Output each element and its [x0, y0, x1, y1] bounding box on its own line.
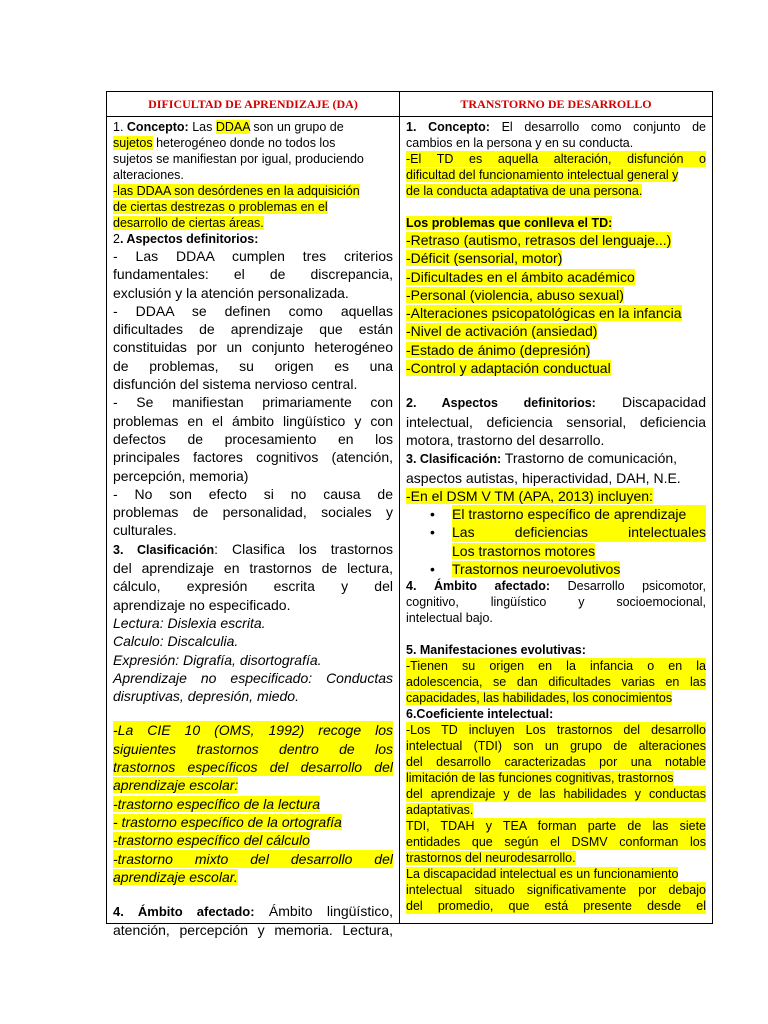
comparison-table — [106, 91, 713, 939]
left-aspects-line: - DDAA se definen como aquellas — [113, 302, 393, 319]
left-cie-line: trastornos específicos del desarrollo del — [113, 759, 393, 776]
right-concept-highlight: dificultad del funcionamiento intelectual general y — [406, 168, 679, 182]
left-cie-line: -trastorno específico del cálculo — [113, 832, 310, 849]
right-concept-highlight: de la conducta adaptativa de una persona. — [406, 184, 643, 198]
left-concept-highlight-1: -las DDAA son desórdenes en la adquisición — [113, 184, 360, 198]
right-dsm-item: Los trastornos motores — [452, 542, 596, 559]
left-classification-line: del aprendizaje en trastornos de lectura, — [113, 560, 393, 577]
left-cie-line: -La CIE 10 (OMS, 1992) recoge los — [113, 722, 393, 739]
spacer — [406, 199, 706, 215]
right-manifestations-line: adolescencia, se dan dificultades varias en las — [406, 675, 706, 690]
left-classification-line: aprendizaje no especificado. — [113, 596, 291, 613]
left-ambito-heading: 4. Ámbito afectado: Ámbito lingüístico, — [113, 903, 393, 920]
right-dsm-item: • Las deficiencias intelectuales — [430, 524, 706, 541]
left-concept-line-3: sujetos se manifiestan por igual, produciendo — [113, 152, 364, 166]
right-aspects-heading: 2. Aspectos definitorios: Discapacidad — [406, 394, 706, 411]
left-aspects-line: culturales. — [113, 522, 177, 539]
left-concept-line-2: sujetos heterogéneo donde no todos los — [113, 136, 336, 150]
right-coefficient-line: trastornos del neurodesarrollo. — [406, 851, 576, 866]
right-coefficient-line: La discapacidad intelectual es un funcionamiento — [406, 867, 679, 882]
bullet-icon: • — [430, 524, 435, 541]
right-coefficient-line: TDI, TDAH y TEA forman parte de las siete — [406, 819, 706, 834]
left-aspects-heading: 2. Aspectos definitorios: — [113, 232, 259, 246]
left-cie-line: -trastorno mixto del desarrollo del — [113, 850, 393, 867]
bullet-icon: • — [430, 506, 435, 523]
left-cie-line: -trastorno específico de la lectura — [113, 795, 320, 812]
right-ambito-heading: 4. Ámbito afectado: Desarrollo psicomotor, — [406, 579, 706, 594]
left-cie-line: siguientes trastornos dentro de los — [113, 740, 393, 757]
left-aspects-line: disfunción del sistema nervioso central. — [113, 376, 358, 393]
left-concept-line-4: alteraciones. — [113, 168, 184, 182]
spacer — [113, 886, 393, 902]
right-aspects-line: intelectual, deficiencia sensorial, deficiencia — [406, 413, 706, 430]
right-concept-highlight: -El TD es aquella alteración, disfunción o — [406, 152, 706, 166]
right-coefficient-line: del desarrollo caracterizadas por una notable — [406, 755, 706, 770]
left-concept-highlight-3: desarrollo de ciertas áreas. — [113, 216, 264, 230]
right-problem-item: -Nivel de activación (ansiedad) — [406, 323, 598, 340]
right-dsm-item: • Trastornos neuroevolutivos — [430, 561, 621, 578]
right-dsm-item: • El trastorno específico de aprendizaje — [406, 505, 706, 523]
left-column — [113, 117, 393, 939]
header-dificultad-aprendizaje: DIFICULTAD DE APRENDIZAJE (DA) — [148, 96, 358, 111]
right-problem-item: -Control y adaptación conductual — [406, 360, 611, 377]
right-manifestations-title: 5. Manifestaciones evolutivas: — [406, 643, 586, 658]
left-classification-italic: Aprendizaje no especificado: Conductas — [113, 669, 393, 686]
column-divider — [399, 92, 400, 923]
right-ambito-line: cognitivo, lingüístico y socioemocional, — [406, 595, 706, 610]
left-cie-line: aprendizaje escolar: — [113, 777, 239, 794]
right-problem-item: -Déficit (sensorial, motor) — [406, 250, 563, 267]
left-classification-italic: disruptivas, depresión, miedo. — [113, 688, 299, 705]
left-concept-highlight-2: de ciertas destrezas o problemas en el — [113, 200, 328, 214]
right-coefficient-title: 6.Coeficiente intelectual: — [406, 707, 554, 722]
right-coefficient-line: intelectual (TDI) son un grupo de alteraciones — [406, 739, 706, 754]
right-problem-item: -Estado de ánimo (depresión) — [406, 341, 591, 358]
header-trastorno-desarrollo: TRANSTORNO DE DESARROLLO — [460, 96, 652, 111]
right-manifestations-line: -Tienen su origen en la infancia o en la — [406, 659, 706, 674]
left-classification-heading: 3. Clasificación: Clasifica los trastornos — [113, 540, 393, 557]
right-problem-item: -Personal (violencia, abuso sexual) — [406, 286, 624, 303]
spacer — [113, 705, 393, 721]
left-aspects-line: constituidas por un conjunto heterogéneo — [113, 339, 393, 356]
right-problem-item: -Alteraciones psicopatológicas en la infancia — [406, 305, 682, 322]
spacer — [406, 377, 706, 393]
right-classification-line: aspectos autistas, hiperactividad, DAH, N.E. — [406, 469, 681, 486]
right-coefficient-line: adaptativas. — [406, 803, 474, 818]
right-concept-heading: 1. Concepto: El desarrollo como conjunto de — [406, 120, 706, 134]
left-aspects-line: dificultades de aprendizaje que están — [113, 321, 393, 338]
left-cie-line: aprendizaje escolar. — [113, 868, 238, 885]
right-coefficient-line: limitación de las funciones cognitivas, trastornos — [406, 771, 674, 786]
left-aspects-line: - Las DDAA cumplen tres criterios — [113, 248, 393, 264]
left-cie-line: - trastorno específico de la ortografía — [113, 813, 342, 830]
left-classification-italic: Calculo: Discalculia. — [113, 633, 239, 650]
left-ambito-line: atención, percepción y memoria. Lectura, — [113, 922, 393, 939]
right-manifestations-line: capacidades, las habilidades, los conocimientos — [406, 691, 673, 706]
right-problems-title: Los problemas que conlleva el TD: — [406, 216, 613, 230]
right-dsm-line: -En el DSM V TM (APA, 2013) incluyen: — [406, 487, 653, 504]
left-aspects-line: fundamentales: el de discrepancia, — [113, 266, 393, 283]
left-classification-line: cálculo, expresión escrita y del — [113, 578, 393, 595]
left-concept-line-1: 1. Concepto: Las DDAA son un grupo de — [113, 120, 344, 134]
right-coefficient-line: del promedio, que está presente desde el — [406, 899, 706, 914]
left-aspects-line: defectos de procesamiento en los — [113, 430, 393, 447]
left-aspects-line: percepción, memoria) — [113, 467, 249, 484]
left-aspects-line: principales factores cognitivos (atención, — [113, 449, 393, 466]
right-aspects-line: motora, trastorno del desarrollo. — [406, 431, 605, 448]
right-column — [406, 117, 706, 923]
right-ambito-line: intelectual bajo. — [406, 611, 493, 626]
right-coefficient-line: intelectual situado significativamente por debajo — [406, 883, 706, 898]
bullet-icon: • — [430, 561, 435, 578]
right-problem-item: -Retraso (autismo, retrasos del lenguaje...) — [406, 232, 672, 248]
left-aspects-line: exclusión y la atención personalizada. — [113, 284, 349, 301]
right-concept-line: cambios en la persona y en su conducta. — [406, 136, 634, 150]
right-coefficient-line: entidades que según el DSMV conforman los — [406, 835, 706, 850]
right-coefficient-line: del aprendizaje y de las habilidades y conductas — [406, 787, 706, 802]
right-problem-item: -Dificultades en el ámbito académico — [406, 268, 635, 285]
right-classification-heading: 3. Clasificación: Trastorno de comunicación, — [406, 450, 678, 467]
left-aspects-line: problemas en el ámbito lingüístico y con — [113, 412, 393, 429]
left-classification-italic: Lectura: Dislexia escrita. — [113, 614, 266, 631]
left-aspects-line: - No son efecto si no causa de — [113, 485, 393, 502]
left-classification-italic: Expresión: Digrafía, disortografía. — [113, 651, 322, 668]
left-aspects-line: - Se manifiestan primariamente con — [113, 394, 393, 411]
spacer — [406, 626, 706, 642]
left-aspects-line: de problemas, su origen es una — [113, 357, 393, 374]
left-aspects-line: problemas de personalidad, sociales y — [113, 504, 393, 521]
right-coefficient-line: -Los TD incluyen Los trastornos del desarrollo — [406, 723, 706, 738]
